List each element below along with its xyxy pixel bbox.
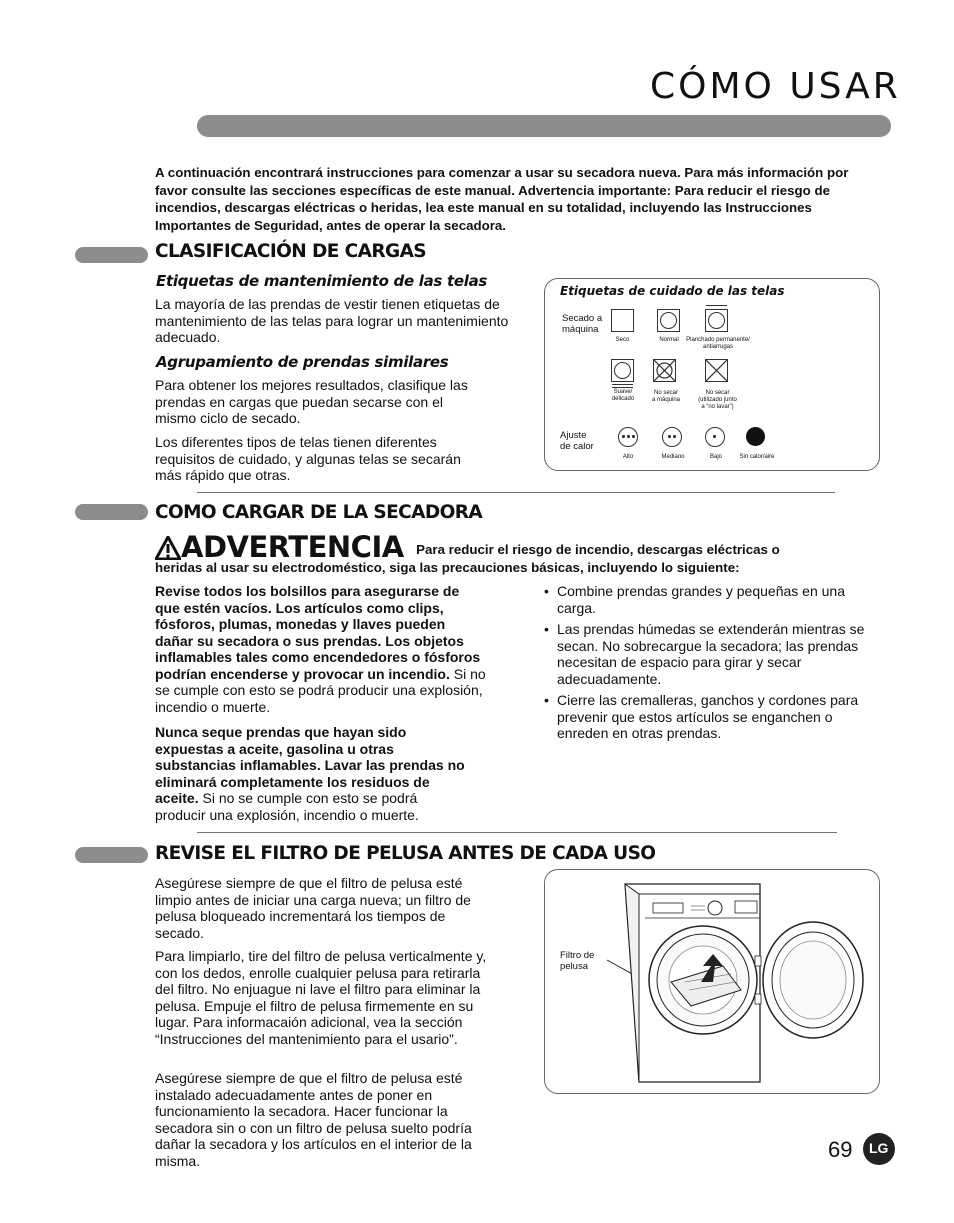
label-no-secar: No secar a máquina bbox=[651, 390, 681, 403]
warning-line bbox=[155, 530, 875, 564]
list-item: • Combine prendas grandes y pequeñas en una carga. bbox=[542, 583, 882, 616]
paragraph-etiquetas: La mayoría de las prendas de vestir tienen etiquetas de mantenimiento de las telas para lograr un mantenimiento adecuado. bbox=[155, 296, 509, 345]
intro-paragraph: A continuación encontrará instrucciones para comenzar a usar su secadora nueva. Para más información por favor consulte las secciones específicas de este manual. Advertencia importante: Para reducir el riesgo de incendios, descargas eléctricas o heridas, lea este manual en su totalidad, incluyendo las Instrucciones Importantes de Seguridad, antes de operar la secadora. bbox=[155, 165, 849, 233]
divider bbox=[197, 492, 835, 493]
medium-heat-icon bbox=[662, 427, 682, 447]
label-mediano: Mediano bbox=[661, 454, 685, 460]
pockets-paragraph: Revise todos los bolsillos para asegurarse de que estén vacíos. Los artículos como clips, fósforos, plumas, monedas y llaves pueden dañar su secadora o sus prendas. Los objetos inflamables tales como encendedores o fósforos podrían encenderse y provocar un incendio. Si no se cumple con esto se podrá producir una explosión, incendio o muerte. bbox=[155, 583, 486, 715]
warning-text-2: heridas al usar su electrodoméstico, siga las precauciones básicas, incluyendo lo siguiente: bbox=[155, 560, 740, 575]
filter-paragraph-2: Para limpiarlo, tire del filtro de pelusa verticalmente y, con los dedos, enrolle cualquier pelusa para retirarla del filtro. No enjuague ni lave el filtro para eliminar la pelusa. Empuje el filtro de pelusa firmemente en su lugar. Para informacaión adicional, vea la sección “Instrucciones del mantenimiento para el usario”. bbox=[155, 948, 487, 1047]
loading-tips-list bbox=[542, 583, 882, 747]
section-marker bbox=[75, 847, 148, 863]
header-bar bbox=[197, 115, 891, 137]
heat-setting-label: Ajuste de calor bbox=[560, 430, 594, 452]
label-alto: Alto bbox=[622, 454, 634, 460]
low-heat-icon bbox=[705, 427, 725, 447]
filter-paragraph-1: Asegúrese siempre de que el filtro de pelusa esté limpio antes de iniciar una carga nueva; un filtro de pelusa bloqueado incrementará los tiempos de secado. bbox=[155, 875, 471, 941]
lint-filter-callout: Filtro de pelusa bbox=[560, 950, 595, 972]
subheading-agrupamiento: Agrupamiento de prendas similares bbox=[156, 353, 449, 371]
section-marker bbox=[75, 504, 148, 520]
section-heading-clasificacion: CLASIFICACIÓN DE CARGAS bbox=[155, 241, 427, 262]
section-marker bbox=[75, 247, 148, 263]
care-box-title: Etiquetas de cuidado de las telas bbox=[560, 284, 785, 298]
list-item: • Cierre las cremalleras, ganchos y cordones para prevenir que estos artículos se enganchen o enreden en otras prendas. bbox=[542, 692, 882, 742]
label-sin-calor: Sin calor/aire bbox=[739, 454, 775, 460]
normal-dry-icon bbox=[657, 309, 680, 332]
delicate-dry-icon bbox=[611, 359, 634, 382]
lint-filter-illustration-box bbox=[544, 869, 880, 1094]
dryer-open-door-icon bbox=[545, 870, 879, 1093]
label-seco: Seco bbox=[615, 337, 630, 343]
paragraph-tipos-telas: Los diferentes tipos de telas tienen diferentes requisitos de cuidado, y algunas telas se secarán más rápido que otras. bbox=[155, 434, 461, 483]
high-heat-icon bbox=[618, 427, 638, 447]
page-title: CÓMO USAR bbox=[650, 66, 901, 107]
divider bbox=[197, 832, 837, 833]
dry-symbol-icon bbox=[611, 309, 634, 332]
paragraph-agrupamiento: Para obtener los mejores resultados, clasifique las prendas en cargas que puedan secarse con el mismo ciclo de secado. bbox=[155, 377, 468, 426]
subheading-etiquetas: Etiquetas de mantenimiento de las telas bbox=[156, 272, 488, 290]
page-number: 69 bbox=[828, 1137, 853, 1162]
warning-word: ADVERTENCIA bbox=[181, 530, 404, 564]
label-suave: Suave/ delicado bbox=[611, 389, 635, 402]
permanent-press-icon bbox=[705, 309, 728, 332]
label-planchado: Planchado permanente/ antiarrugas bbox=[686, 337, 750, 350]
do-not-tumble-dry-icon bbox=[653, 359, 676, 382]
no-heat-icon bbox=[746, 427, 765, 446]
section-heading-cargar: COMO CARGAR DE LA SECADORA bbox=[155, 502, 483, 523]
list-item: • Las prendas húmedas se extenderán mientras se secan. No sobrecargue la secadora; las prendas necesitan de espacio para girar y secar adecuadamente. bbox=[542, 621, 882, 687]
machine-dry-label: Secado a máquina bbox=[562, 313, 603, 335]
filter-paragraph-3: Asegúrese siempre de que el filtro de pelusa esté instalado adecuadamente antes de poner en funcionamiento la secadora. Hacer funcionar la secadora sin o con un filtro de pelusa suelto podría dañar la secadora y los artículos en el interior de la misma. bbox=[155, 1070, 472, 1169]
warning-text-1: Para reducir el riesgo de incendio, descargas eléctricas o bbox=[416, 542, 780, 557]
do-not-dry-icon bbox=[705, 359, 728, 382]
label-normal: Normal bbox=[659, 337, 679, 343]
label-bajo: Bajo bbox=[709, 454, 722, 460]
section-heading-filtro: REVISE EL FILTRO DE PELUSA ANTES DE CADA USO bbox=[155, 843, 656, 864]
lg-logo-icon: LG bbox=[863, 1133, 895, 1165]
care-label-box bbox=[544, 278, 880, 471]
label-no-secar-2: No secar (utilizado junto a “no lavar”) bbox=[698, 390, 737, 410]
oil-paragraph: Nunca seque prendas que hayan sido expuestas a aceite, gasolina u otras substancias inflamables. Lavar las prendas no eliminará completamente los residuos de aceite. Si no se cumple con esto se podrá producir una explosión, incendio o muerte. bbox=[155, 724, 465, 823]
warning-triangle-icon bbox=[155, 536, 181, 560]
